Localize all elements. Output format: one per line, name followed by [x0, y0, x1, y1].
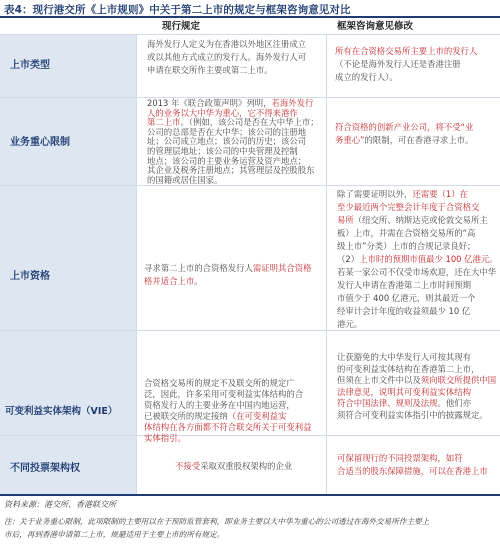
cell-text: 申请在联交所作主要或第二上市。	[147, 65, 273, 75]
cell-text: 成立的发行人）。	[335, 72, 398, 82]
highlighted-text: 易所	[337, 215, 354, 225]
cell-line	[337, 465, 488, 478]
cell-text: （2）	[337, 254, 360, 264]
highlighted-text: 务重心”	[335, 135, 365, 145]
cell-line	[144, 275, 312, 288]
footnote-line: 注：关于业务重心限制，此项限制的主要用以在于预防监管套利，即业务主要以大中华为重心的公司透过在海外交易所作主要上	[4, 517, 430, 526]
row-label-wvr: 不同投票架构权	[10, 463, 80, 474]
cell-text: 。（例如，该公司是否在大中华上市；	[180, 117, 319, 128]
table-title: 表4：现行港交所《上市规则》中关于第二上市的规定与框架咨询意见对比	[4, 4, 351, 16]
column-divider	[326, 34, 327, 494]
cell-text: 或以其他方式成立的发行人。海外发行人可	[147, 52, 307, 62]
proposal-cell	[337, 352, 496, 421]
cell-line	[144, 422, 312, 433]
row-label-business-focus: 业务重心限制	[10, 137, 70, 148]
cell-text: 址；公司成立地点；该公司的历史；该公司	[147, 136, 307, 147]
cell-line	[337, 305, 498, 318]
cell-text: 的国籍或居住国家。	[147, 174, 223, 185]
highlighted-text: 合适当的股东保障措施，可以在香港上市	[337, 466, 488, 476]
highlighted-text: 若海外发行	[271, 98, 314, 108]
cell-line	[335, 121, 473, 134]
column-divider	[136, 34, 137, 494]
cell-line	[175, 460, 292, 473]
current-rule-cell	[175, 460, 292, 473]
highlighted-text: 还需要（1）在	[412, 189, 468, 199]
highlighted-text: 体结构在各方面都不符合联交所关于可变利益	[144, 422, 312, 432]
cell-line	[335, 71, 477, 84]
cell-line	[337, 352, 496, 364]
header-divider	[0, 34, 500, 35]
cell-line	[147, 51, 306, 64]
highlighted-text: 需证明其合资格	[252, 263, 312, 273]
cell-line	[337, 364, 496, 376]
current-rule-cell	[147, 99, 319, 185]
current-rule-cell	[147, 38, 306, 77]
cell-line	[335, 134, 473, 147]
cell-line	[337, 387, 496, 399]
cell-line	[337, 410, 496, 422]
cell-text: 若某一家公司不仅受市场欢迎，还在大中华	[337, 267, 497, 277]
cell-line	[337, 188, 498, 201]
cell-line	[337, 201, 498, 214]
cell-text: 市值少于 400 亿港元，则其最近一个	[337, 293, 476, 303]
cell-text: 的可变利益实体结构在香港第二上市，	[337, 363, 480, 374]
cell-text: 其企业及税务注册地点；其管理层及控股股东	[147, 165, 315, 176]
cell-text: 公司的总部是否在大中华；该公司的注册地	[147, 126, 307, 137]
cell-text: 泛，因此，许多采用可变利益实体结构的合	[144, 389, 304, 399]
cell-line	[337, 398, 496, 410]
cell-line	[147, 64, 306, 77]
cell-line	[147, 176, 319, 186]
highlighted-text: 上市时的预期市值最少 100 亿港元。	[359, 254, 498, 264]
cell-text: 经审计会计年度的收益须最少 10 亿	[337, 306, 471, 316]
cell-text: 。	[194, 276, 203, 286]
highlighted-text: 格并适合上市	[144, 276, 195, 286]
highlighted-text: 可保留现行的不同投票架构，如符	[337, 453, 463, 463]
footnote-line: 市后，再到香港申请第二上市，规避适用于主要上市的所有规定。	[4, 530, 225, 539]
label-cell-vie	[0, 331, 136, 435]
cell-text: 合资格交易所的规定不及联交所的规定广	[144, 378, 295, 388]
cell-line	[337, 266, 498, 279]
cell-text: 板）上市，并需在合资格交易所的“高	[337, 228, 476, 238]
highlighted-text: 法律意见，说明其可变利益实体结构	[337, 386, 471, 397]
cell-text: 发行人申请在香港第二上市时间预期	[337, 280, 471, 290]
cell-text: 但须在上市文件中以及	[337, 375, 421, 385]
highlighted-text: （在可变利益实	[227, 411, 287, 421]
row-label-vie: 可变利益实体架构（VIE）	[5, 406, 118, 417]
row-label-listing-qualification: 上市资格	[10, 271, 50, 282]
label-cell-listing-qualification	[0, 186, 136, 330]
cell-text: 让获豁免的大中华发行人可按其现有	[337, 352, 471, 362]
cell-line	[337, 318, 498, 331]
proposal-cell	[335, 45, 477, 84]
cell-line	[337, 375, 496, 387]
cell-text: 采取双重股权架构的企业	[200, 461, 293, 471]
cell-text: 的限制，可在香港寻求上市。	[364, 135, 474, 145]
cell-line	[337, 279, 498, 292]
cell-text: 港元。	[337, 319, 363, 329]
proposal-cell	[337, 188, 498, 331]
cell-line	[147, 38, 306, 51]
cell-line	[337, 227, 498, 240]
cell-line	[144, 400, 312, 411]
highlighted-text: 第二上市	[147, 117, 181, 128]
cell-line	[144, 378, 312, 389]
cell-text: 资格发行人的主要业务在中国内地运营，	[144, 400, 295, 410]
cell-line	[337, 253, 498, 266]
cell-line	[144, 262, 312, 275]
cell-text: 除了需要证明以外，	[337, 189, 413, 199]
highlighted-text: 实体指引。	[144, 433, 186, 443]
highlighted-text: 不接受	[175, 461, 201, 471]
table-bottom-rule	[0, 494, 500, 496]
row-label-listing-type: 上市类型	[10, 60, 50, 71]
title-bar	[0, 0, 500, 18]
cell-text: 级上市”分类）上市的合规记录良好；	[337, 241, 476, 251]
cell-line	[337, 292, 498, 305]
cell-line	[335, 58, 477, 71]
cell-text: 2013 年《联合政策声明》列明，	[147, 98, 272, 108]
header-proposal: 框架咨询意见修改	[337, 21, 414, 32]
highlighted-text: 符合资格的创新产业公司，将不受“业	[335, 122, 474, 132]
cell-text: 须符合可变利益实体指引中的披露规定。	[337, 409, 488, 420]
cell-line	[144, 411, 312, 422]
highlighted-text: 至少最近两个完整会计年度于合资格交	[337, 202, 480, 212]
cell-text: 。他们亦	[437, 398, 471, 408]
header-current: 现行规定	[162, 21, 201, 32]
source-note: 资料来源：港交所、香港联交所	[4, 500, 116, 509]
proposal-cell	[335, 121, 473, 147]
highlighted-text: 人的业务以大中华为重心，它不得来港作	[147, 107, 298, 118]
cell-text: （纽交所、纳斯达克或伦敦交易所主	[353, 215, 488, 225]
cell-line	[335, 45, 477, 58]
highlighted-text: 须向联交所提供中国	[420, 375, 497, 385]
cell-line	[337, 452, 488, 465]
highlighted-text: 所有在合资格交易所主要上市的发行人	[335, 46, 478, 56]
cell-text: 已被联交所的规定接纳	[144, 411, 228, 421]
cell-text: 寻求第二上市的合资格发行人	[144, 263, 253, 273]
cell-text: 的管理层地址；该公司的中央管理及控制	[147, 145, 298, 156]
current-rule-cell	[144, 378, 312, 444]
current-rule-cell	[144, 262, 312, 288]
cell-text: （不论是海外发行人还是香港注册	[335, 59, 461, 69]
cell-line	[337, 240, 498, 253]
cell-line	[144, 389, 312, 400]
cell-text: 地点；该公司的主要业务运营及资产地点；	[147, 155, 307, 166]
highlighted-text: 符合中国法律、规则及法规	[337, 398, 438, 408]
proposal-cell	[337, 452, 488, 478]
cell-line	[337, 214, 498, 227]
cell-text: 海外发行人定义为在香港以外地区注册成立	[147, 39, 307, 49]
cell-line	[144, 433, 312, 444]
